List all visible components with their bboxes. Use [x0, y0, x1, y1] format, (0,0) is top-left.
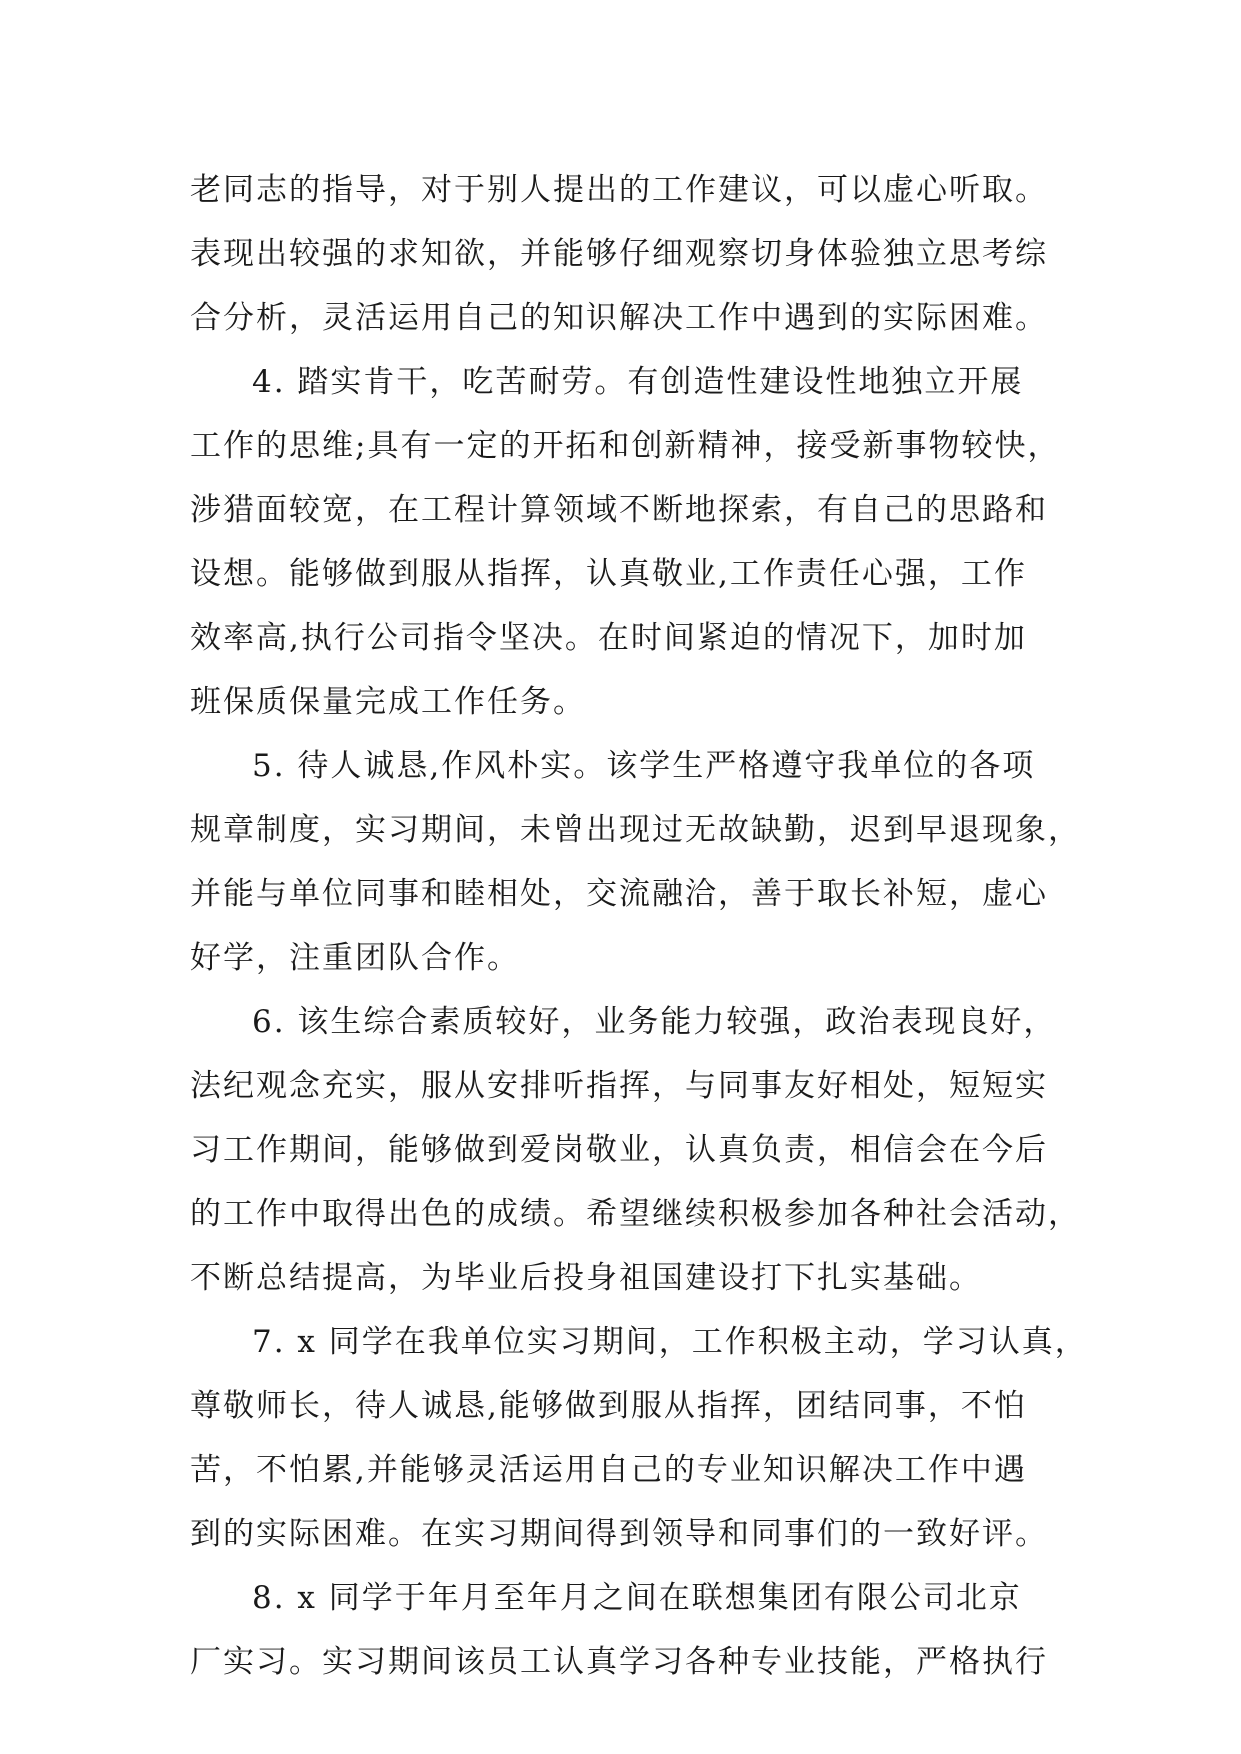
text-line: 老同志的指导，对于别人提出的工作建议，可以虚心听取。	[190, 172, 1048, 208]
paragraph-5	[190, 734, 1081, 990]
text-line: 涉猎面较宽，在工程计算领域不断地探索，有自己的思路和	[190, 492, 1048, 528]
text-line: 厂实习。实习期间该员工认真学习各种专业技能，严格执行	[190, 1644, 1048, 1680]
text-line: 7. x 同学在我单位实习期间，工作积极主动，学习认真，	[252, 1324, 1088, 1360]
text-line: 6. 该生综合素质较好，业务能力较强，政治表现良好，	[252, 1004, 1057, 1040]
text-line: 好学，注重团队合作。	[190, 940, 520, 976]
paragraph-4	[190, 350, 1070, 734]
text-line: 的工作中取得出色的成绩。希望继续积极参加各种社会活动，	[190, 1196, 1081, 1232]
text-line: 工作的思维;具有一定的开拓和创新精神，接受新事物较快，	[190, 428, 1061, 464]
paragraph-continued	[190, 158, 1070, 350]
paragraph-8	[190, 1566, 1070, 1694]
text-line: 并能与单位同事和睦相处，交流融洽，善于取长补短，虚心	[190, 876, 1048, 912]
body-text	[190, 158, 1088, 1694]
text-line: 尊敬师长，待人诚恳,能够做到服从指挥，团结同事，不怕	[190, 1388, 1027, 1424]
text-line: 表现出较强的求知欲，并能够仔细观察切身体验独立思考综	[190, 236, 1048, 272]
paragraph-6	[190, 990, 1081, 1310]
text-line: 班保质保量完成工作任务。	[190, 684, 586, 720]
text-line: 苦，不怕累,并能够灵活运用自己的专业知识解决工作中遇	[190, 1452, 1027, 1488]
text-line: 效率高,执行公司指令坚决。在时间紧迫的情况下，加时加	[190, 620, 1027, 656]
text-line: 设想。能够做到服从指挥，认真敬业,工作责任心强，工作	[190, 556, 1027, 592]
text-line: 5. 待人诚恳,作风朴实。该学生严格遵守我单位的各项	[252, 748, 1036, 784]
text-line: 4. 踏实肯干，吃苦耐劳。有创造性建设性地独立开展	[252, 364, 1024, 400]
text-line: 合分析，灵活运用自己的知识解决工作中遇到的实际困难。	[190, 300, 1048, 336]
text-line: 8. x 同学于年月至年月之间在联想集团有限公司北京	[252, 1580, 1022, 1616]
text-line: 规章制度，实习期间，未曾出现过无故缺勤，迟到早退现象，	[190, 812, 1081, 848]
text-line: 习工作期间，能够做到爱岗敬业，认真负责，相信会在今后	[190, 1132, 1048, 1168]
paragraph-7	[190, 1310, 1088, 1566]
text-line: 到的实际困难。在实习期间得到领导和同事们的一致好评。	[190, 1516, 1048, 1552]
text-line: 法纪观念充实，服从安排听指挥，与同事友好相处，短短实	[190, 1068, 1048, 1104]
text-line: 不断总结提高，为毕业后投身祖国建设打下扎实基础。	[190, 1260, 982, 1296]
